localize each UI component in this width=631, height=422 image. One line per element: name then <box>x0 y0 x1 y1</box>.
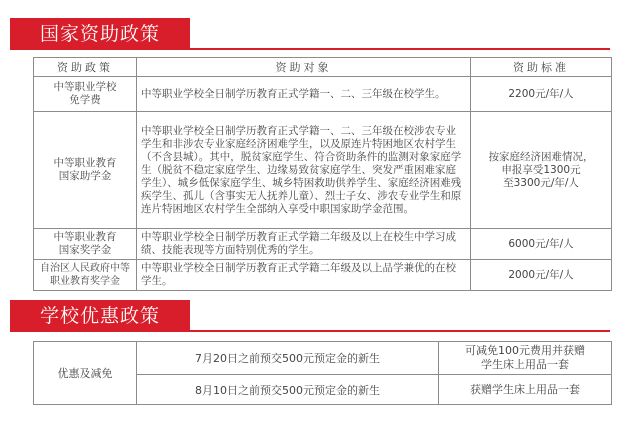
section-title: 国家资助政策 <box>39 23 160 45</box>
discount-condition: 8月10日之前预交500元预定金的新生 <box>137 375 439 405</box>
policy-target: 中等职业学校全日制学历教育正式学籍二年级及以上品学兼优的在校学生。 <box>137 260 471 291</box>
policy-name: 中等职业教育 国家助学金 <box>34 112 137 229</box>
table-row <box>34 112 612 229</box>
national-policy-table <box>33 57 612 291</box>
section-header-school-policy <box>0 300 610 332</box>
column-header-policy: 资助政策 <box>34 58 137 77</box>
policy-name: 中等职业学校 免学费 <box>34 77 137 112</box>
section-divider <box>190 330 610 332</box>
policy-standard: 6000元/年/人 <box>471 229 612 260</box>
policy-standard: 按家庭经济困难情况， 申报享受1300元 至3300元/年/人 <box>471 112 612 229</box>
table-header-row <box>34 58 612 77</box>
policy-target: 中等职业学校全日制学历教育正式学籍一、二、三年级在校学生。 <box>137 77 471 112</box>
column-header-standard: 资助标准 <box>471 58 612 77</box>
discount-label: 优惠及减免 <box>34 342 137 405</box>
policy-target: 中等职业学校全日制学历教育正式学籍二年级及以上在校生中学习成绩、技能表现等方面特别优秀的学生。 <box>137 229 471 260</box>
section-header-national-policy <box>0 18 610 50</box>
discount-condition: 7月20日之前预交500元预定金的新生 <box>137 342 439 375</box>
policy-standard: 2000元/年/人 <box>471 260 612 291</box>
column-header-target: 资助对象 <box>137 58 471 77</box>
discount-benefit: 可减免100元费用并获赠 学生床上用品一套 <box>439 342 612 375</box>
table-row <box>34 229 612 260</box>
policy-standard: 2200元/年/人 <box>471 77 612 112</box>
section-title: 学校优惠政策 <box>39 305 160 327</box>
table-row <box>34 260 612 291</box>
discount-benefit: 获赠学生床上用品一套 <box>439 375 612 405</box>
school-discount-table <box>33 341 612 405</box>
policy-name: 中等职业教育 国家奖学金 <box>34 229 137 260</box>
table-row <box>34 77 612 112</box>
policy-target: 中等职业学校全日制学历教育正式学籍一、二、三年级在校涉农专业学生和非涉农专业家庭经济困难学生，以及原连片特困地区农村学生（不含县城）。其中，脱贫家庭学生、符合资助条件的监测对象家庭学生（脱贫不稳定家庭学生、边缘易致贫家庭学生、突发严重困难家庭学生）、城乡低保家庭学生、城乡特困救助供养学生、家庭经济困难残疾学生、孤儿（含事实无人抚养儿童）、烈士子女、涉农专业学生和原连片特困地区农村学生全部纳入享受中职国家助学金范围。 <box>137 112 471 229</box>
section-divider <box>190 48 610 50</box>
policy-name: 自治区人民政府中等 职业教育奖学金 <box>34 260 137 291</box>
table-row <box>34 342 612 375</box>
